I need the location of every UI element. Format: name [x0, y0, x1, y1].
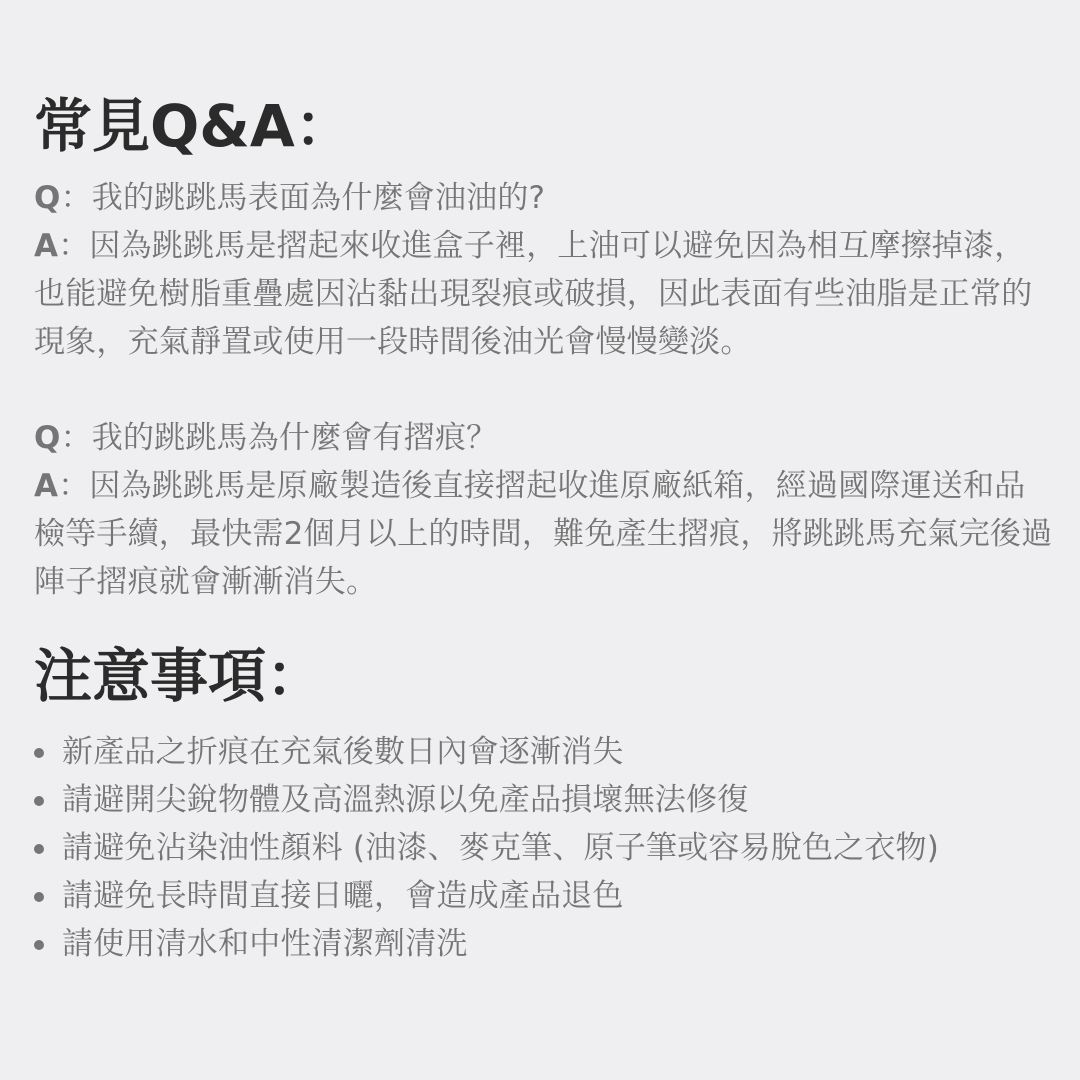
note-text: 請避免沾染油性顏料 (油漆、麥克筆、原子筆或容易脫色之衣物) [62, 830, 940, 866]
question-prefix: Q [34, 420, 61, 456]
faq-heading: 常見Q&A： [34, 92, 353, 160]
bullet-icon [34, 844, 44, 854]
note-item [34, 872, 1054, 920]
question-prefix: Q [34, 180, 61, 216]
notes-section [34, 638, 1054, 968]
note-text: 請避開尖銳物體及高溫熱源以免產品損壞無法修復 [62, 782, 749, 818]
notes-heading: 注意事項： [34, 642, 325, 710]
notes-list [34, 728, 1054, 968]
faq-section [34, 88, 1054, 606]
faq-question [34, 174, 1054, 222]
note-text: 請避免長時間直接日曬，會造成產品退色 [62, 878, 624, 914]
note-item [34, 824, 1054, 872]
faq-question [34, 414, 1054, 462]
bullet-icon [34, 748, 44, 758]
note-item [34, 776, 1054, 824]
bullet-icon [34, 892, 44, 902]
bullet-icon [34, 940, 44, 950]
faq-spacer [34, 366, 1054, 414]
answer-text: ：因為跳跳馬是原廠製造後直接摺起收進原廠紙箱，經過國際運送和品檢等手續，最快需2個月以上的時間，難免產生摺痕，將跳跳馬充氣完後過陣子摺痕就會漸漸消失。 [34, 468, 1053, 600]
note-text: 新產品之折痕在充氣後數日內會逐漸消失 [62, 734, 624, 770]
faq-item [34, 174, 1054, 366]
content-page [34, 88, 1054, 968]
bullet-icon [34, 796, 44, 806]
note-text: 請使用清水和中性清潔劑清洗 [62, 926, 468, 962]
question-text: ：我的跳跳馬表面為什麼會油油的? [60, 180, 546, 216]
answer-text: ：因為跳跳馬是摺起來收進盒子裡，上油可以避免因為相互摩擦掉漆，也能避免樹脂重疊處因沾黏出現裂痕或破損，因此表面有些油脂是正常的現象，充氣靜置或使用一段時間後油光會慢慢變淡。 [34, 228, 1033, 360]
note-item [34, 728, 1054, 776]
note-item [34, 920, 1054, 968]
faq-answer [34, 462, 1054, 606]
answer-prefix: A [34, 468, 59, 504]
question-text: ：我的跳跳馬為什麼會有摺痕？ [60, 420, 498, 456]
faq-answer [34, 222, 1054, 366]
answer-prefix: A [34, 228, 59, 264]
faq-item [34, 414, 1054, 606]
